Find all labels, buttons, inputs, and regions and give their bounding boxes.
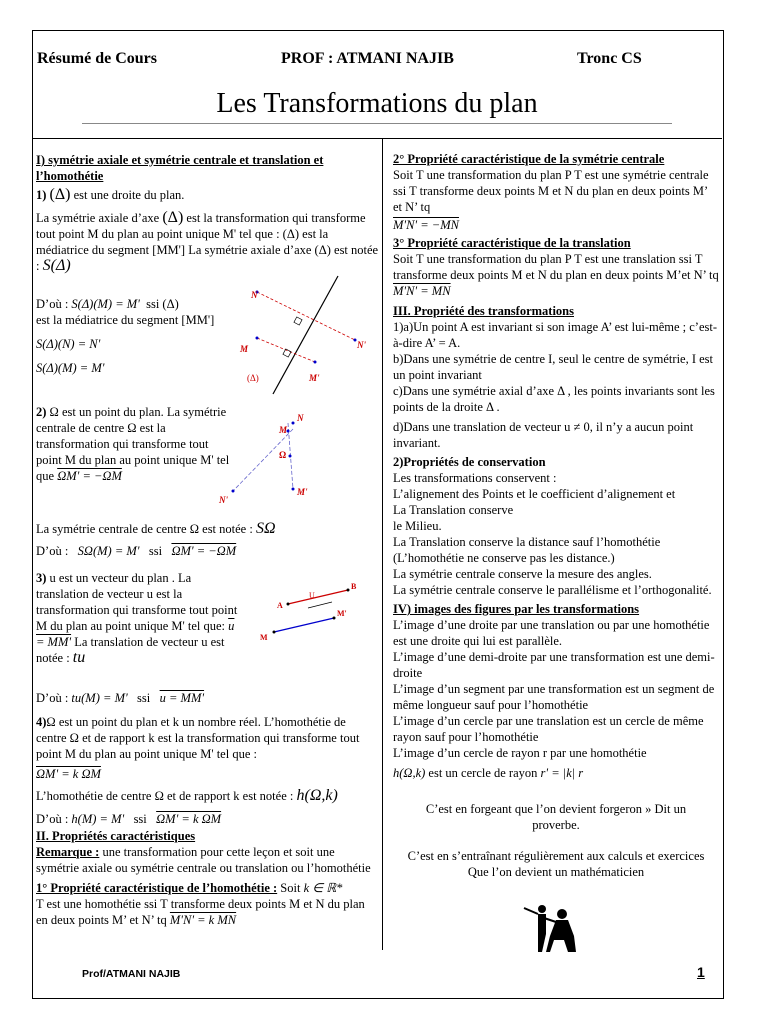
images-list	[393, 617, 719, 745]
segment-nn	[257, 292, 355, 340]
text: ssi	[137, 691, 151, 705]
text: D’où :	[36, 691, 69, 705]
formula: M'N' = k MN	[169, 913, 237, 927]
formula: k ∈ ℝ*	[303, 881, 343, 895]
vector-mm	[274, 618, 334, 632]
text: La symétrie centrale de centre Ω est notée :	[36, 522, 253, 536]
vector-u	[308, 602, 332, 608]
label-m: M	[279, 425, 288, 435]
text: Soit T une transformation du plan P T est une symétrie centrale ssi T transforme deux points M et N du plan en deux points M’ et N’ tq	[393, 168, 709, 214]
text: Soit	[280, 881, 301, 895]
list-item: le Milieu.	[393, 519, 442, 533]
label-b: B	[351, 582, 357, 591]
adult-body	[546, 920, 576, 952]
list-item: La symétrie centrale conserve la mesure des angles.	[393, 567, 652, 581]
page-header	[32, 30, 722, 139]
translation-figure	[250, 575, 368, 645]
label-m2: M'	[297, 487, 308, 497]
axis-line	[273, 276, 338, 394]
footer-author: Prof/ATMANI NAJIB	[82, 968, 181, 980]
label-u: U	[309, 591, 315, 600]
text: D’où :	[36, 812, 69, 826]
left-column	[36, 152, 379, 203]
segment-mm	[257, 338, 315, 362]
text: L’homothétie de centre Ω et de rapport k est notée :	[36, 789, 294, 803]
property-2-title: 2° Propriété caractéristique de la symétrie centrale	[393, 152, 665, 166]
text: Ω est un point du plan et k un nombre réel. L’homothétie de centre Ω et de rapport k est la transformation qui transforme tout point M du plan au point unique M' tel que :	[36, 715, 360, 761]
conservation-title: 2)Propriétés de conservation	[393, 455, 546, 469]
label-m2: M'	[309, 373, 320, 383]
label-m: M	[260, 633, 268, 642]
column-separator	[382, 138, 383, 950]
point-m2	[314, 361, 317, 364]
section-2	[36, 828, 379, 928]
list-item: (L’homothétie ne conserve pas les distance.)	[393, 551, 615, 565]
text: est la médiatrice du segment [MM']	[36, 313, 215, 327]
list-item: L’image d’une droite par une translation ou par une homothétie est une droite qui lui est parallèle.	[393, 618, 710, 648]
text: une transformation pour cette leçon et soit une symétrie axiale ou symétrie centrale ou translation ou l’homothétie	[36, 845, 371, 875]
text: D’où :	[36, 297, 69, 311]
title-underline	[82, 123, 672, 124]
right-angle-mark	[294, 317, 302, 325]
formula: ΩM' = −ΩM	[57, 469, 122, 483]
label-m: M	[240, 344, 249, 354]
point-m2	[292, 488, 295, 491]
formula: S(Δ)(N) = N'	[36, 337, 101, 351]
item-number: 1)	[36, 188, 47, 202]
text: 1)a)Un point A est invariant si son image A’ est lui-même ; c’est-à-dire A’ = A.	[393, 320, 718, 350]
axial-property	[36, 296, 246, 376]
point-m	[256, 337, 259, 340]
label-a: A	[277, 601, 283, 610]
translation-definition	[36, 570, 243, 666]
label-omega: Ω	[279, 450, 287, 460]
label-n2: N'	[219, 495, 228, 505]
homothety-definition	[36, 714, 379, 827]
right-column	[393, 151, 719, 880]
formula: h(M) = M'	[71, 812, 125, 826]
label-m2: M'	[337, 609, 347, 618]
text: ssi	[133, 812, 147, 826]
formula: M'N' = MN	[393, 284, 451, 298]
text: D’où :	[36, 544, 69, 558]
point-b	[347, 589, 350, 592]
quote-1: C’est en forgeant que l’on devient forgeron » Dit un proverbe.	[425, 802, 687, 832]
central-definition	[36, 404, 236, 484]
axial-symmetry-figure	[235, 270, 380, 400]
text: ssi	[148, 544, 163, 558]
text: L’image d’un cercle de rayon r par une homothétie	[393, 746, 647, 760]
list-item: La Translation conserve	[393, 503, 514, 517]
remark-label: Remarque :	[36, 845, 100, 859]
central-notation	[36, 521, 379, 559]
property-1-title: 1° Propriété caractéristique de l’homothétie :	[36, 881, 278, 895]
property-3-title: 3° Propriété caractéristique de la translation	[393, 236, 631, 250]
delta-symbol: (Δ)	[162, 297, 179, 311]
adult-head	[557, 909, 567, 919]
vector-ab	[288, 590, 348, 604]
list-item: L’alignement des Points et le coefficient d’alignement et	[393, 487, 676, 501]
text: b)Dans une symétrie de centre I, seul le centre de symétrie, I est un point invariant	[393, 352, 714, 382]
list-item: L’image d’un segment par une transformation est un segment de même longueur sauf pour l’homothétie	[393, 682, 715, 712]
label-n2: N'	[357, 340, 366, 350]
header-right: Tronc CS	[577, 50, 642, 67]
item-number: 3)	[36, 571, 47, 585]
list-item: L’image d’une demi-droite par une transformation est une demi-droite	[393, 650, 715, 680]
text: u est un vecteur du plan . La translation de vecteur u est la transformation qui transforme tout point M du plan au point unique M' tel que:	[36, 571, 238, 633]
header-center: PROF : ATMANI NAJIB	[281, 50, 454, 67]
text: Ω est un point du plan. La symétrie centrale de centre Ω est la transformation qui transforme tout point M du plan au point unique M' tel que	[36, 405, 230, 483]
formula: u = MM'	[36, 619, 235, 649]
item-number: 2)	[36, 405, 47, 419]
axial-definition	[36, 210, 379, 274]
section-2-title: II. Propriétés caractéristiques	[36, 829, 196, 843]
pointing-arm	[524, 908, 538, 914]
central-notation-symbol: SΩ	[255, 520, 276, 537]
label-n: N	[297, 413, 304, 423]
point-m2	[333, 617, 336, 620]
formula: M'N' = −MN	[393, 218, 459, 232]
delta-symbol: (Δ)	[49, 186, 71, 203]
homothety-notation: h(Ω,k)	[296, 787, 338, 804]
student-body	[538, 914, 546, 952]
formula: u = MM'	[159, 691, 205, 705]
text: est une droite du plan.	[73, 188, 185, 202]
page-title: Les Transformations du plan	[216, 88, 538, 119]
quote-2: C’est en s’entraînant régulièrement aux calculs et exercices Que l’on devient un mathématicien	[407, 849, 705, 879]
text: est la transformation qui transforme tout point M du plan au point unique M' tel que : (Δ) est la médiatrice du segment [MM'] La symétrie axiale d’axe (Δ) est notée :	[36, 211, 379, 273]
formula: tu(M) = M'	[71, 691, 128, 705]
formula: ΩM' = −ΩM	[171, 544, 237, 558]
point-omega	[289, 455, 292, 458]
formula: SΩ(M) = M'	[77, 544, 140, 558]
formula: S(Δ)(M) = M'	[71, 297, 140, 311]
translation-notation: tu	[72, 649, 86, 666]
point-n2	[232, 490, 235, 493]
list-item: L’image d’un cercle par une translation est un cercle de même rayon sauf pour l’homothétie	[393, 714, 704, 744]
point-n	[292, 422, 295, 425]
central-symmetry-figure	[215, 405, 340, 510]
section-4-title: IV) images des figures par les transformations	[393, 602, 640, 616]
student-head	[538, 905, 546, 913]
axial-notation: S(Δ)	[42, 257, 71, 274]
homothety-symbol: h(Ω,k)	[393, 766, 426, 780]
label-n: N	[251, 290, 258, 300]
text: T est une homothétie ssi T transforme deux points M et N du plan en deux points M’ et N’ tq	[36, 897, 365, 927]
text: La symétrie axiale d’axe	[36, 211, 160, 225]
delta-symbol: (Δ)	[162, 209, 184, 226]
text: d)Dans une translation de vecteur u ≠ 0, il n’y a aucun point invariant.	[393, 420, 694, 450]
text: Soit T une transformation du plan P T est une translation ssi T transforme deux points M et N du plan en deux points M’et N’ tq	[393, 252, 719, 282]
text: c)Dans une symétrie axial d’axe Δ , les points invariants sont les points de la droite Δ .	[393, 384, 715, 414]
label-delta: (Δ)	[247, 373, 259, 383]
formula: r' = |k| r	[540, 766, 584, 780]
text: est un cercle de rayon	[428, 766, 538, 780]
list-item: La Translation conserve la distance sauf l’homothétie	[393, 535, 661, 549]
header-left: Résumé de Cours	[37, 50, 157, 67]
text: La translation de vecteur u est notée :	[36, 635, 225, 665]
conservation-list	[393, 470, 719, 598]
page-number: 1	[697, 964, 705, 980]
formula: ΩM' = k ΩM	[156, 812, 222, 826]
section-1-title: I) symétrie axiale et symétrie centrale et translation et l’homothétie	[36, 153, 324, 183]
list-item: Les transformations conservent :	[393, 471, 557, 485]
teacher-student-illustration	[520, 900, 600, 955]
translation-property	[36, 690, 379, 706]
item-number: 4)	[36, 715, 47, 729]
section-3-title: III. Propriété des transformations	[393, 304, 574, 318]
formula: ΩM' = k ΩM	[36, 767, 101, 781]
point-a	[287, 603, 290, 606]
list-item: La symétrie centrale conserve le parallélisme et l’orthogonalité.	[393, 583, 712, 597]
segment-nn	[233, 429, 293, 491]
text: ssi	[146, 297, 160, 311]
formula: S(Δ)(M) = M'	[36, 361, 105, 375]
point-m	[273, 631, 276, 634]
